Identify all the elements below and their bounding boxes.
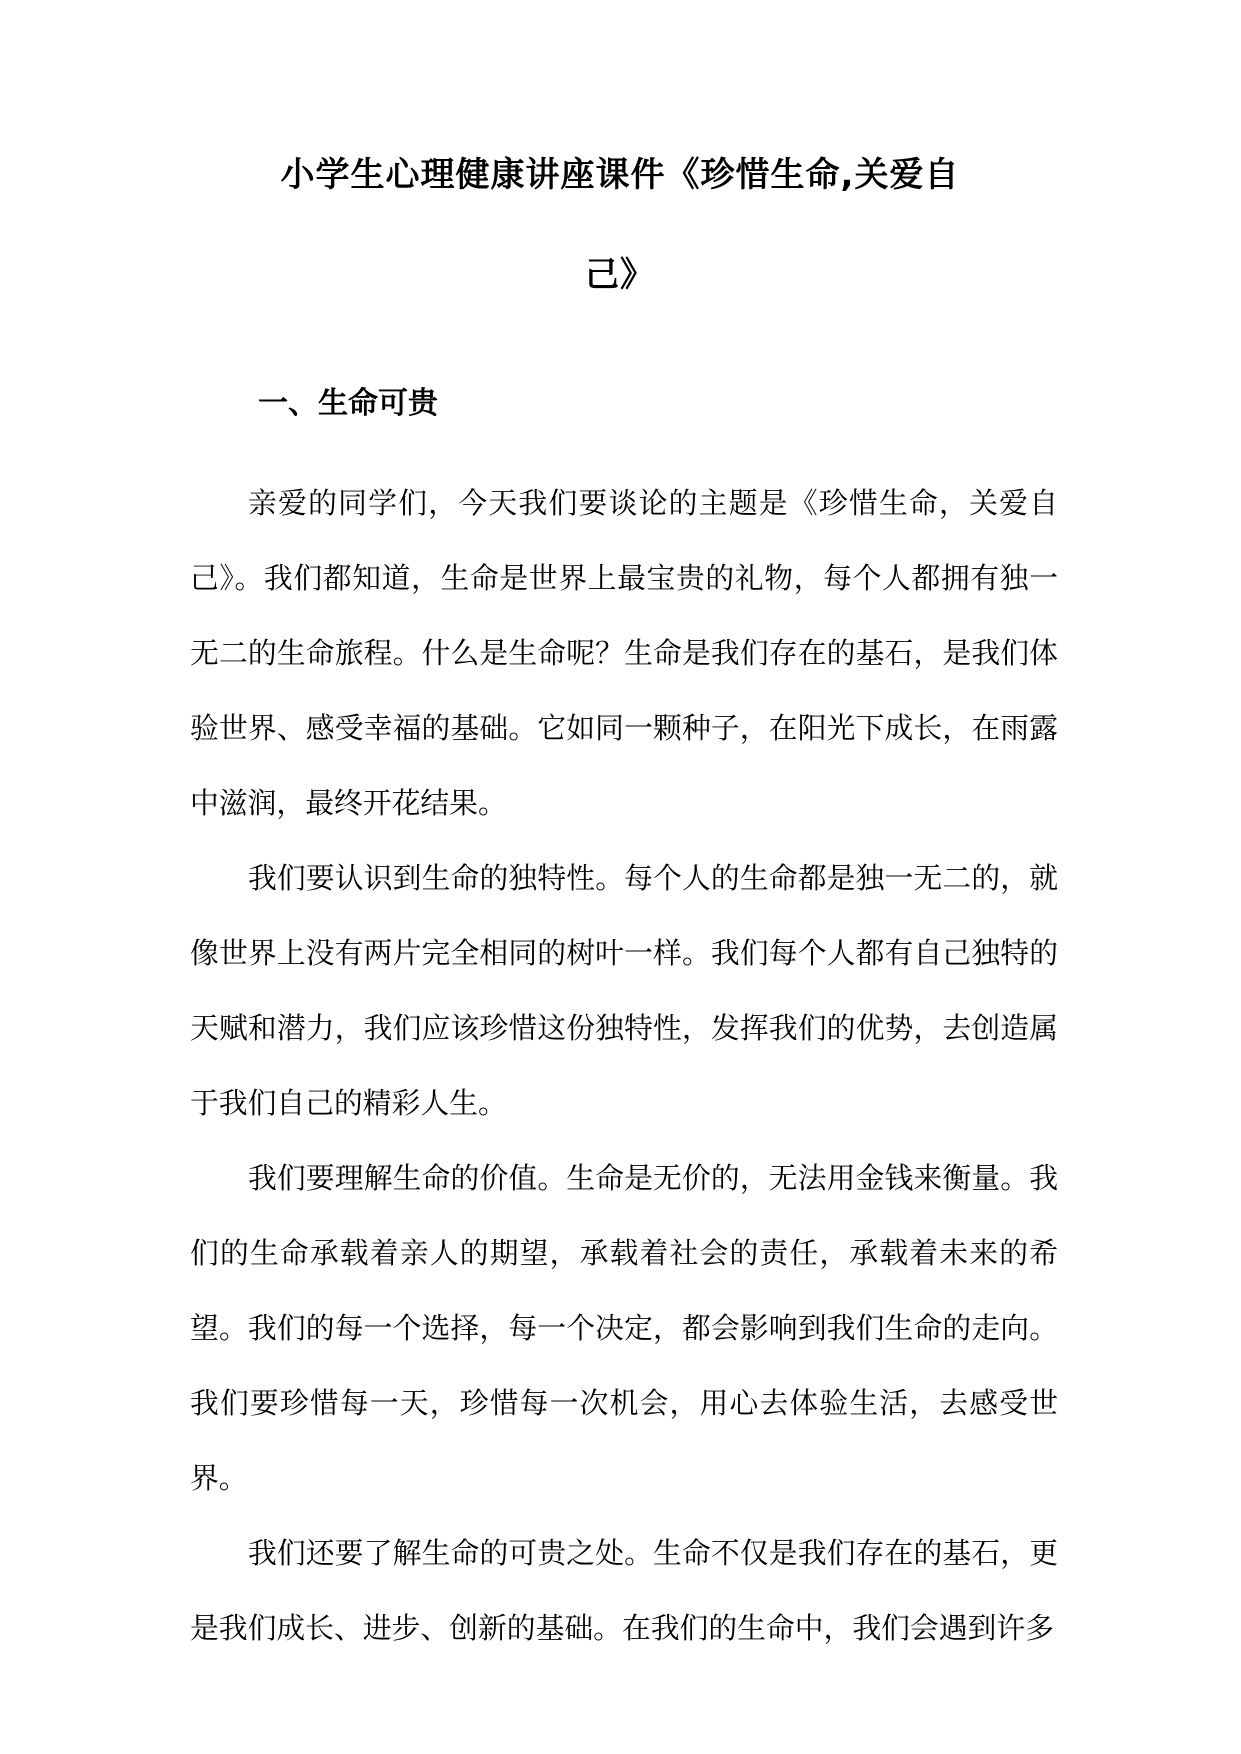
paragraph-3: 我们要理解生命的价值。生命是无价的，无法用金钱来衡量。我们的生命承载着亲人的期望，承载着社会的责任，承载着未来的希望。我们的每一个选择，每一个决定，都会影响到我们生命的走向。我们要珍惜每一天，珍惜每一次机会，用心去体验生活，去感受世界。	[190, 1161, 1058, 1495]
document-title-line-1: 小学生心理健康讲座课件《珍惜生命,关爱自	[280, 155, 960, 195]
document-body	[190, 466, 1058, 1666]
paragraph-4: 我们还要了解生命的可贵之处。生命不仅是我们存在的基石，更是我们成长、进步、创新的基础。在我们的生命中，我们会遇到许多	[190, 1536, 1058, 1645]
section-heading: 一、生命可贵	[258, 386, 438, 421]
paragraph-1: 亲爱的同学们，今天我们要谈论的主题是《珍惜生命，关爱自己》。我们都知道，生命是世界上最宝贵的礼物，每个人都拥有独一无二的生命旅程。什么是生命呢？生命是我们存在的基石，是我们体验世界、感受幸福的基础。它如同一颗种子，在阳光下成长，在雨露中滋润，最终开花结果。	[190, 486, 1058, 820]
paragraph-2: 我们要认识到生命的独特性。每个人的生命都是独一无二的，就像世界上没有两片完全相同的树叶一样。我们每个人都有自己独特的天赋和潜力，我们应该珍惜这份独特性，发挥我们的优势，去创造属于我们自己的精彩人生。	[190, 861, 1058, 1120]
document-title-line-2: 己》	[585, 255, 655, 295]
